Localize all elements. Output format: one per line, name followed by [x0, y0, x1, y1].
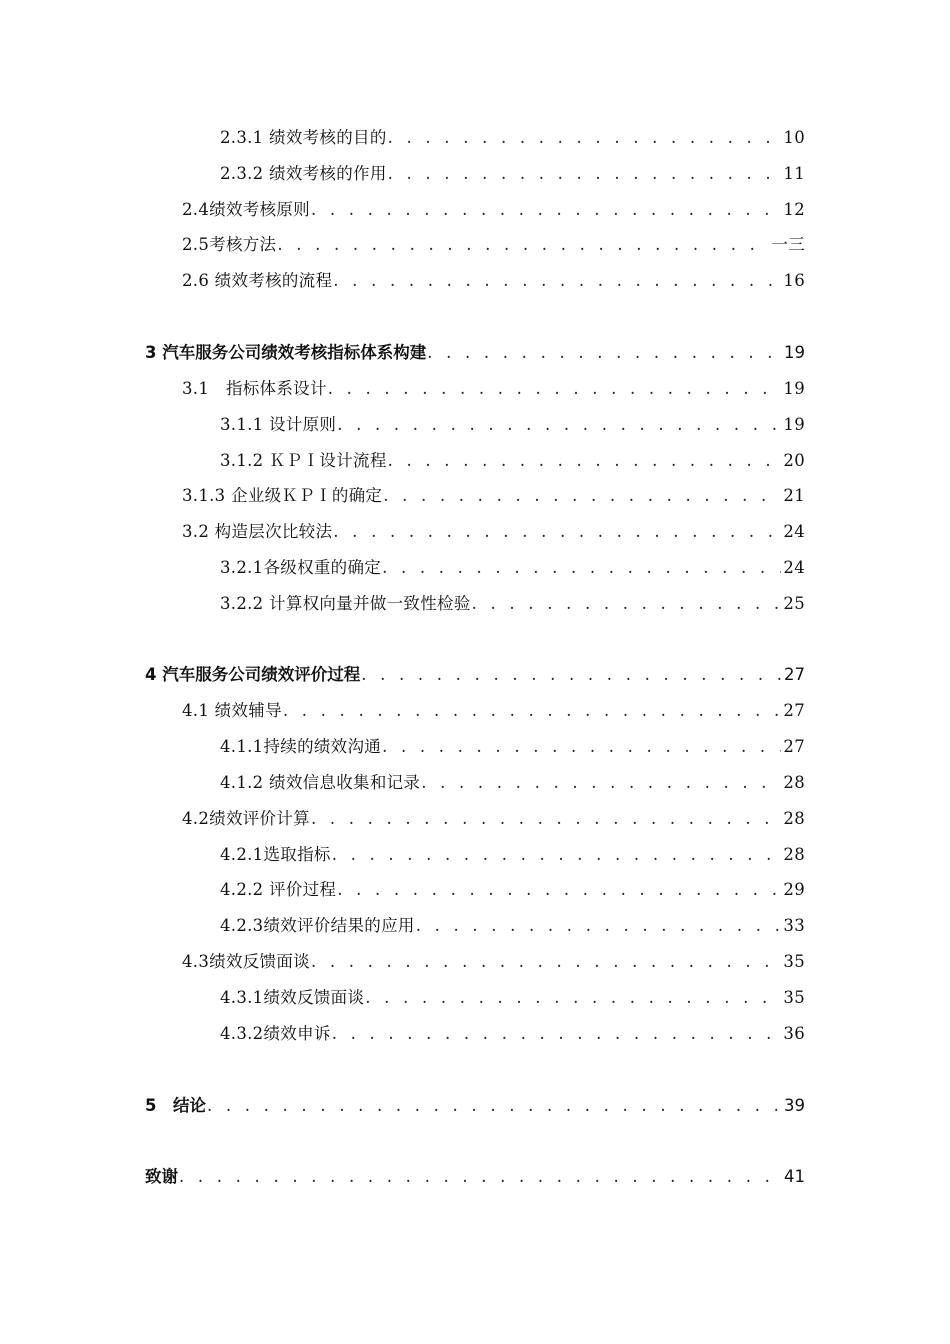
toc-dot-leader [311, 196, 781, 224]
toc-entry-title: 4.2绩效评价计算 [182, 809, 310, 828]
toc-entry-page: 27 [784, 665, 805, 684]
toc-entry-title: 4.1.1持续的绩效沟通 [220, 737, 382, 756]
toc-dot-leader [427, 339, 782, 367]
toc-dot-leader [361, 661, 782, 689]
toc-entry-page: 21 [783, 486, 805, 505]
toc-dot-leader [337, 411, 781, 439]
toc-dot-leader [277, 231, 769, 259]
toc-dot-leader [328, 375, 782, 403]
toc-entry-page: 11 [783, 164, 805, 183]
toc-dot-leader [337, 876, 781, 904]
toc-entry-page: 33 [783, 916, 805, 935]
toc-entry[interactable] [220, 912, 805, 940]
toc-dot-leader [332, 841, 782, 869]
toc-entry-title: 2.6 绩效考核的流程 [182, 271, 333, 290]
toc-entry-page: 20 [783, 451, 805, 470]
toc-entry[interactable] [182, 375, 805, 403]
toc-entry[interactable] [182, 482, 805, 510]
toc-entry[interactable] [220, 1020, 805, 1048]
toc-entry-title: 2.4绩效考核原则 [182, 200, 310, 219]
toc-entry-page: 19 [784, 343, 805, 362]
toc-chapter-entry[interactable] [145, 1092, 805, 1120]
toc-entry-page: 29 [783, 880, 805, 899]
toc-entry[interactable] [220, 411, 805, 439]
toc-entry-title: 4.3.2绩效申诉 [220, 1024, 331, 1043]
toc-entry-page: 24 [783, 522, 805, 541]
toc-dot-leader [283, 697, 782, 725]
toc-entry-title: 3.1.1 设计原则 [220, 415, 337, 434]
toc-entry[interactable] [182, 948, 805, 976]
toc-entry[interactable] [220, 554, 805, 582]
toc-dot-leader [388, 124, 782, 152]
toc-dot-leader [382, 733, 781, 761]
toc-entry-page: 25 [783, 594, 805, 613]
toc-entry-page: 28 [783, 809, 805, 828]
toc-entry-title: 2.3.2 绩效考核的作用 [220, 164, 387, 183]
toc-entry-page: 24 [783, 558, 805, 577]
toc-entry[interactable] [220, 876, 805, 904]
toc-entry-page: 10 [783, 128, 805, 147]
toc-entry-title: 致谢 [145, 1167, 178, 1186]
toc-entry-page: 16 [783, 271, 805, 290]
toc-entry-title: 2.3.1 绩效考核的目的 [220, 128, 387, 147]
toc-entry-page: 35 [783, 952, 805, 971]
toc-entry[interactable] [220, 590, 805, 618]
toc-entry[interactable] [220, 984, 805, 1012]
toc-chapter-entry[interactable] [145, 661, 805, 689]
toc-entry[interactable] [220, 733, 805, 761]
toc-entry-title: 3.1.2 ＫＰＩ设计流程 [220, 451, 387, 470]
toc-entry[interactable] [220, 841, 805, 869]
toc-entry-title: 3 汽车服务公司绩效考核指标体系构建 [145, 343, 427, 362]
toc-dot-leader [179, 1163, 782, 1191]
toc-entry[interactable] [182, 231, 805, 259]
toc-entry-page: 28 [783, 773, 805, 792]
toc-entry-title: 4.3绩效反馈面谈 [182, 952, 310, 971]
toc-entry-title: 4 汽车服务公司绩效评价过程 [145, 665, 361, 684]
toc-entry-title: 2.5考核方法 [182, 235, 277, 254]
toc-entry-page: 41 [784, 1167, 805, 1186]
toc-entry-title: 4.1.2 绩效信息收集和记录 [220, 773, 421, 792]
toc-entry[interactable] [182, 196, 805, 224]
toc-entry-title: 5 结论 [145, 1096, 206, 1115]
toc-chapter-entry[interactable] [145, 1163, 805, 1191]
toc-entry-page: 36 [783, 1024, 805, 1043]
toc-entry-page: 一三 [771, 235, 805, 254]
toc-entry-page: 35 [783, 988, 805, 1007]
toc-entry-title: 4.1 绩效辅导 [182, 701, 282, 720]
toc-entry-title: 3.2 构造层次比较法 [182, 522, 333, 541]
toc-entry-title: 3.1 指标体系设计 [182, 379, 327, 398]
toc-entry-title: 4.2.2 评价过程 [220, 880, 337, 899]
toc-entry-page: 19 [783, 415, 805, 434]
toc-dot-leader [383, 482, 781, 510]
toc-dot-leader [332, 1020, 782, 1048]
toc-entry[interactable] [182, 805, 805, 833]
toc-dot-leader [333, 518, 781, 546]
toc-entry[interactable] [220, 769, 805, 797]
toc-entry-title: 3.2.1各级权重的确定 [220, 558, 382, 577]
toc-entry-title: 4.3.1绩效反馈面谈 [220, 988, 365, 1007]
toc-dot-leader [421, 769, 781, 797]
toc-entry-page: 19 [783, 379, 805, 398]
toc-dot-leader [207, 1092, 782, 1120]
toc-entry-page: 12 [783, 200, 805, 219]
toc-entry-page: 28 [783, 845, 805, 864]
toc-entry-page: 27 [783, 701, 805, 720]
toc-entry[interactable] [182, 697, 805, 725]
toc-dot-leader [311, 948, 781, 976]
toc-entry[interactable] [182, 267, 805, 295]
toc-dot-leader [365, 984, 781, 1012]
toc-entry-page: 39 [784, 1096, 805, 1115]
toc-dot-leader [333, 267, 781, 295]
toc-dot-leader [388, 447, 782, 475]
toc-entry[interactable] [182, 518, 805, 546]
toc-entry-title: 3.1.3 企业级ＫＰＩ的确定 [182, 486, 383, 505]
toc-dot-leader [382, 554, 781, 582]
toc-dot-leader [472, 590, 782, 618]
toc-entry[interactable] [220, 160, 805, 188]
toc-dot-leader [388, 160, 782, 188]
toc-entry-title: 3.2.2 计算权向量并做一致性检验 [220, 594, 471, 613]
toc-chapter-entry[interactable] [145, 339, 805, 367]
toc-entry[interactable] [220, 447, 805, 475]
toc-entry-page: 27 [783, 737, 805, 756]
toc-dot-leader [311, 805, 781, 833]
toc-entry-title: 4.2.3绩效评价结果的应用 [220, 916, 415, 935]
toc-dot-leader [416, 912, 782, 940]
toc-entry-title: 4.2.1选取指标 [220, 845, 331, 864]
toc-entry[interactable] [220, 124, 805, 152]
